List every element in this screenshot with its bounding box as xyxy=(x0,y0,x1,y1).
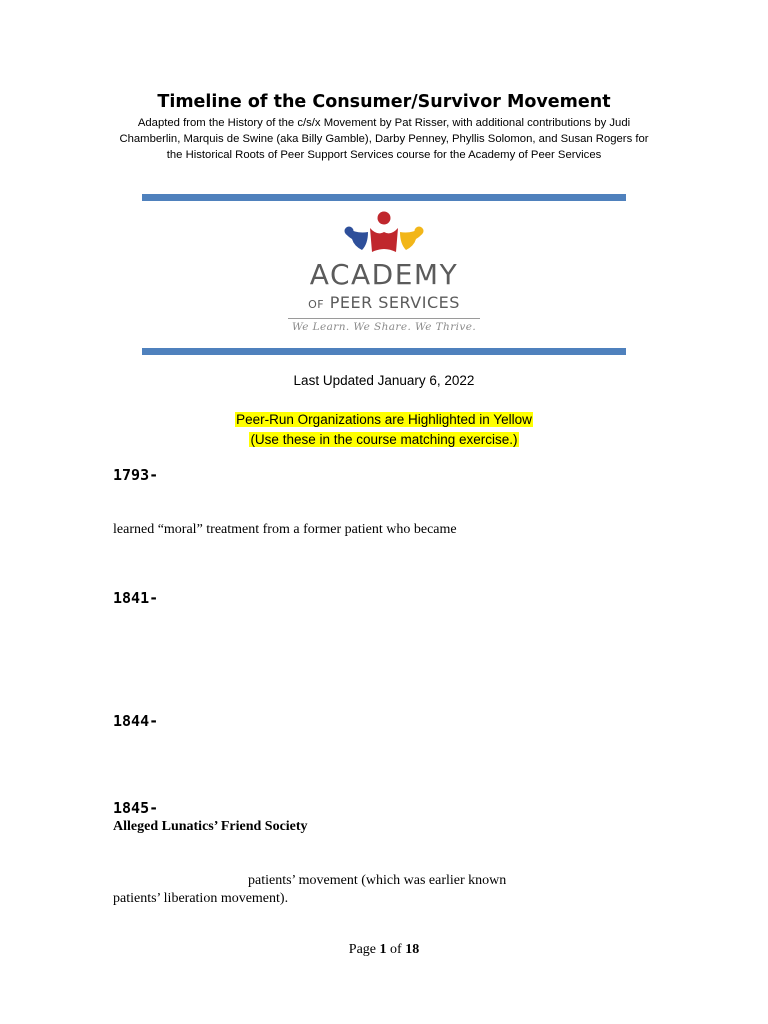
entry-heading-1845: Alleged Lunatics’ Friend Society xyxy=(113,819,308,834)
logo-wordmark: ACADEMY xyxy=(309,258,459,291)
footer-page-number: 1 xyxy=(379,942,387,957)
document-title: Timeline of the Consumer/Survivor Movement xyxy=(157,92,611,112)
people-figures-icon xyxy=(345,212,424,253)
last-updated-text: Last Updated January 6, 2022 xyxy=(293,373,475,388)
logo-tagline: We Learn. We Share. We Thrive. xyxy=(291,321,477,333)
footer-prefix: Page xyxy=(348,942,380,957)
bottom-divider-rule xyxy=(142,348,626,355)
entry-year-1844: 1844- xyxy=(113,712,159,730)
footer-middle: of xyxy=(386,942,406,957)
entry-year-1841: 1841- xyxy=(113,589,159,607)
top-divider-rule xyxy=(142,194,626,201)
entry-text-1793: learned “moral” treatment from a former patient who became xyxy=(113,522,457,537)
document-subtitle xyxy=(108,115,660,163)
page-footer xyxy=(0,942,768,958)
logo-subtitle xyxy=(284,293,484,312)
footer-page-total: 18 xyxy=(405,942,420,957)
entry-year-1845: 1845- xyxy=(113,799,159,817)
highlight-line: Peer-Run Organizations are Highlighted in Yellow xyxy=(236,412,532,427)
highlight-note xyxy=(0,410,768,450)
entry-text-1845: patients’ movement (which was earlier known xyxy=(248,873,507,888)
subtitle-line: Adapted from the History of the c/s/x Movement by Pat Risser, with additional contributions by Judi xyxy=(137,117,631,129)
entry-text-1845: patients’ liberation movement). xyxy=(113,891,289,906)
subtitle-line: Chamberlin, Marquis de Swine (aka Billy Gamble), Darby Penney, Phyllis Solomon, and Susan Rogers for xyxy=(119,133,649,145)
highlight-line: (Use these in the course matching exercise.) xyxy=(250,432,518,447)
subtitle-line: the Historical Roots of Peer Support Services course for the Academy of Peer Services xyxy=(166,149,602,161)
logo-subtitle-main: PEER SERVICES xyxy=(329,293,460,312)
logo-subtitle-small: OF xyxy=(308,298,325,311)
logo-divider xyxy=(288,318,480,319)
entry-year-1793: 1793- xyxy=(113,466,159,484)
